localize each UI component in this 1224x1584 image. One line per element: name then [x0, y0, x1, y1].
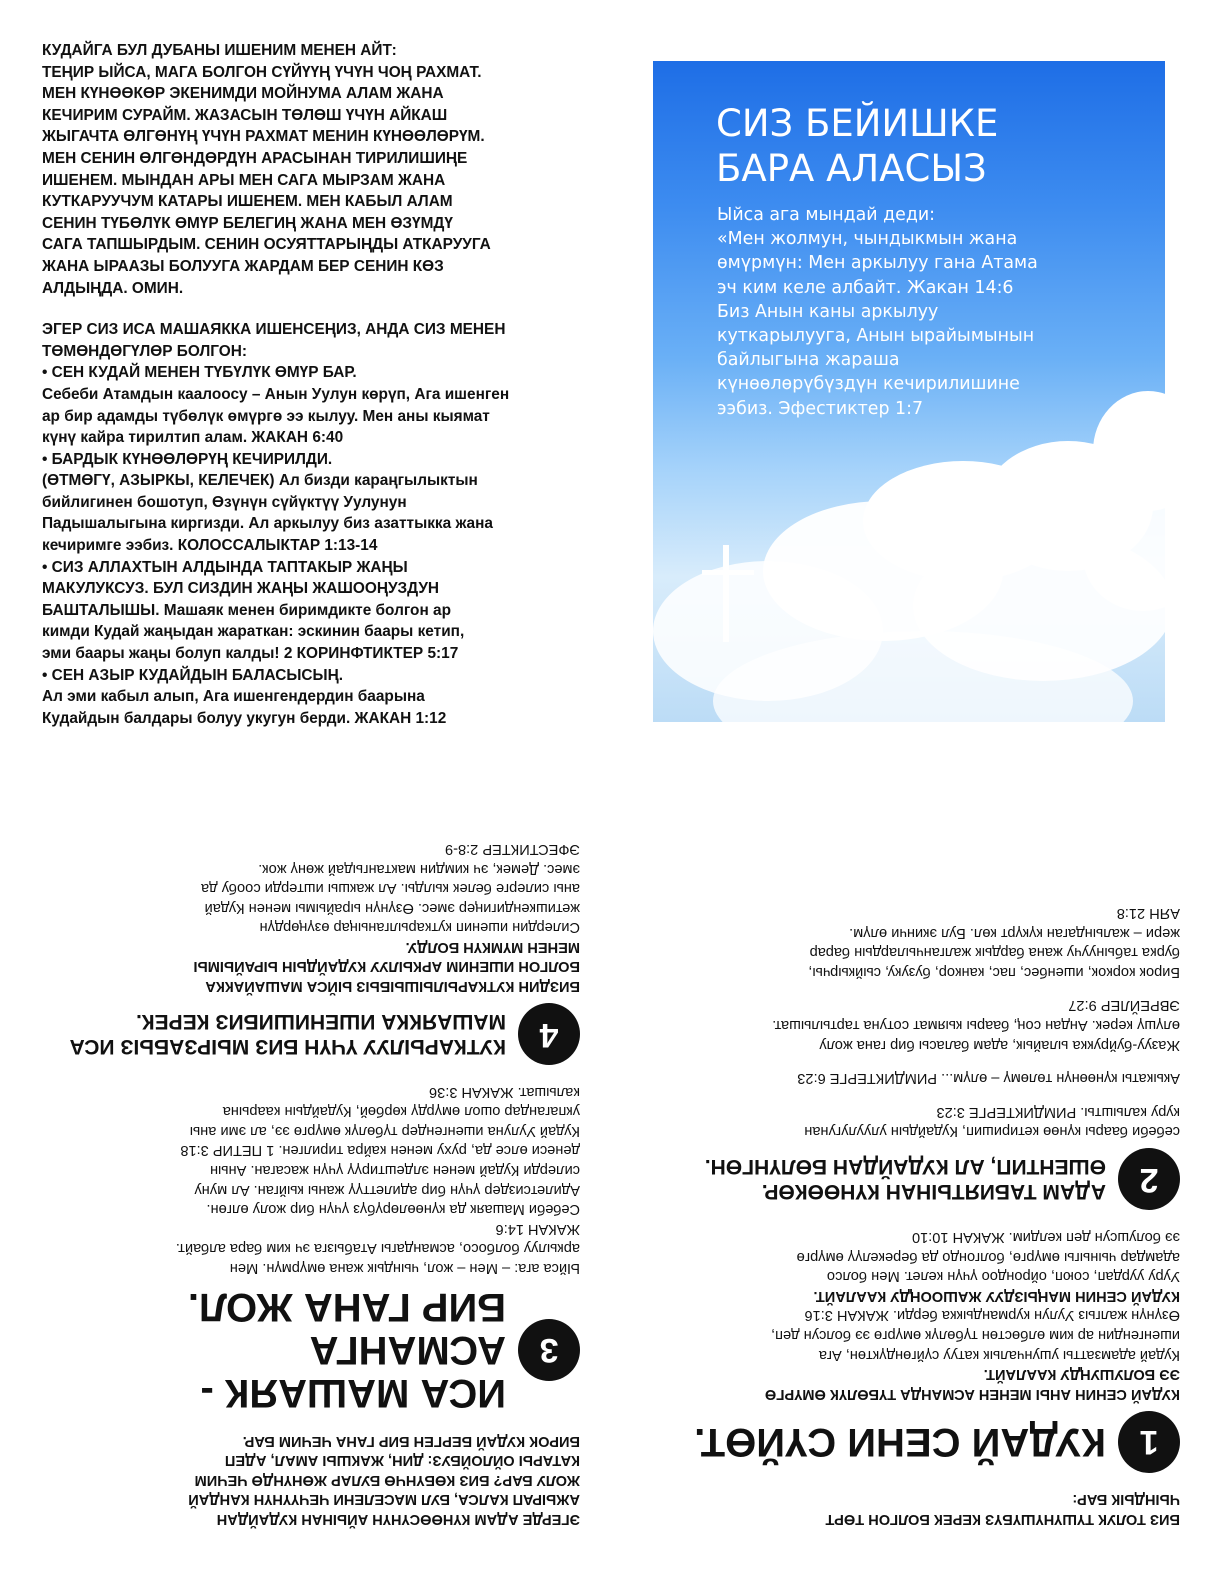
- prayer-line: АЛДЫҢДА. ОМИН.: [42, 279, 184, 297]
- body-line: БИЗДИН КУТКАРЫЛЫШЫБЫЗ ЫЙСА МАШАЙАККА: [205, 978, 580, 995]
- prayer-line: ИШЕНЕМ. МЫНДАН АРЫ МЕН САГА МЫРЗАМ ЖАНА: [42, 171, 446, 189]
- body-line: Силердин ишенип куткарылганыңар өзүңөрдүн: [259, 919, 580, 936]
- section-title: [705, 1154, 1106, 1204]
- body-line: силерди Кудай менен элдештирүү үчүн жасаган. Анын: [210, 1162, 580, 1179]
- promises-line: Падышалыгына киргизди. Ал аркылуу биз азаттыкка жана: [42, 515, 493, 533]
- body-line: Ууру уурдап, союп, ойрондоо үчүн келет. Мен болсо: [826, 1268, 1180, 1285]
- cover-verse-line: эч ким келе албайт. Жакан 14:6: [717, 277, 1014, 298]
- prayer-line: КУДАЙГА БУЛ ДУБАНЫ ИШЕНИМ МЕНЕН АЙТ:: [42, 42, 397, 59]
- section-number-badge: 1: [1118, 1411, 1180, 1473]
- body-line: куру калышты. РИМДИКТЕРГЕ 3:23: [936, 1103, 1180, 1120]
- prayer-line: МЕН КҮНӨӨКӨР ЭКЕНИМДИ МОЙНУМА АЛАМ ЖАНА: [42, 85, 444, 103]
- intro-line: ЧЫНДЫК БАР:: [1072, 1491, 1180, 1508]
- intro-line: ЖОЛУ БАР? БИЗ КӨБҮНЧӨ БУЛАР ЖӨНҮНДӨ ЧЕЧИМ: [194, 1471, 580, 1488]
- body-line: Бирок коркок, ишенбес, пас, канкор, бузуку, сыйкырчы,: [808, 963, 1180, 980]
- body-line: Кудай Уулуна ишенгендер түбөлүк өмүргө ээ, ал эми аны: [189, 1122, 580, 1139]
- section-1-header: [640, 1411, 1180, 1473]
- section-4-header: [40, 1003, 580, 1065]
- intro-line: КАТАРЫ ОЙЛОЙБУЗ: ДИН, ЖАКШЫ АМАЛ, АДЕП: [224, 1452, 580, 1469]
- body-line: Өзүнүн жалгыз Уулун курмандыкка берди. ЖАКАН 3:16: [804, 1307, 1180, 1324]
- prayer-line: МЕН СЕНИН ӨЛГӨНДӨРДҮН АРАСЫНАН ТИРИЛИШИҢЕ: [42, 149, 468, 167]
- prayer-line: КУТКАРУУЧУМ КАТАРЫ ИШЕНЕМ. МЕН КАБЫЛ АЛАМ: [42, 193, 453, 211]
- body-line: ЭВРЕЙЛЕР 9:27: [1068, 997, 1180, 1014]
- body-line: калышат. ЖАКАН 3:36: [429, 1083, 580, 1100]
- body-line: БОЛГОН ИШЕНИМ АРКЫЛУУ КУДАЙДЫН ЫРАЙЫМЫ: [193, 958, 580, 975]
- spacer: [640, 1054, 1180, 1068]
- prayer-panel: [42, 40, 582, 729]
- promises-line: күнү кайра тирилтип алам. ЖАКАН 6:40: [42, 429, 344, 447]
- section-number-badge: 3: [518, 1319, 580, 1381]
- section-title: [70, 1009, 506, 1059]
- section-title-line: АДАМ ТАБИЯТЫНАН КҮНӨӨКӨР.: [761, 1180, 1106, 1204]
- body-line: бурка табынуучу жана бардык жалганчылардын барар: [809, 944, 1180, 961]
- section-title-line: МАШАЯККА ИШЕНИШИБИЗ КЕРЕК.: [136, 1010, 506, 1034]
- cover-verse-line: күнөөлөрүбүздүн кечирилишине: [717, 374, 1020, 395]
- body-line: ишенгендин ар ким өлбөстөн түбөлүк өмүргө ээ болсун деп,: [771, 1327, 1180, 1344]
- cover-verse-line: «Мен жолмун, чындыкмын жана: [717, 229, 1018, 250]
- body-line: Адилетсиздер үчүн бир адилеттүү жаны кыйган. Ал муну: [194, 1181, 580, 1198]
- body-line: аны силерге белек кылды. Ал жакшы иштерди сообу да: [200, 880, 580, 897]
- intro-line: БИРОК КУДАЙ БЕРГЕН БИР ГАНА ЧЕЧИМ БАР.: [242, 1432, 580, 1449]
- promises-line: эми баары жаңы болуп калды! 2 КОРИНФТИКТЕР 5:17: [42, 645, 459, 663]
- body-line: МЕНЕН МҮМКҮН БОЛДУ.: [405, 938, 580, 955]
- section-number-badge: 2: [1118, 1148, 1180, 1210]
- cover-image: [653, 61, 1165, 722]
- promises-line: ТӨМӨНДӨГҮЛӨР БОЛГОН:: [42, 342, 247, 360]
- prayer-line: ЖЫГАЧТА ӨЛГӨНҮҢ ҮЧҮН РАХМАТ МЕНИН КҮНӨӨЛӨРҮМ.: [42, 128, 485, 146]
- cover-title: [716, 101, 1136, 191]
- body-line: ЖАКАН 14:6: [495, 1220, 580, 1237]
- promises-line: • БАРДЫК КҮНӨӨЛӨРҮҢ КЕЧИРИЛДИ.: [42, 450, 333, 468]
- promises-line: Ал эми кабыл алып, Ага ишенгендердин баарына: [42, 688, 425, 706]
- promises-line: (ӨТМӨГҮ, АЗЫРКЫ, КЕЛЕЧЕК) Ал бизди караңгылыктын: [42, 472, 478, 490]
- section-number-badge: 4: [518, 1003, 580, 1065]
- body-line: себеби баары күнөө кетиришип, Кудайдын улуулугунан: [804, 1123, 1180, 1140]
- promises-line: ар бир адамды түбөлүк өмүргө ээ кылуу. Мен аны кыямат: [42, 407, 490, 425]
- section-title: [40, 1285, 506, 1414]
- cover-verse-line: Ыйса ага мындай деди:: [717, 205, 936, 225]
- section-2-header: [640, 1148, 1180, 1210]
- body-line: АЯН 21:8: [1116, 905, 1180, 922]
- promises-line: кечиримге ээбиз. КОЛОССАЛЫКТАР 1:13-14: [42, 537, 378, 555]
- body-line: өлүшү керек. Андан соң, баары кыямат сотуна тартылышат.: [772, 1017, 1180, 1034]
- body-line: Себеби Машаяк да күнөөлөрүбүз үчүн бир жолу өлгөн.: [206, 1201, 580, 1218]
- body-line: жетишкендигиңер эмес. Өзүнүн ырайымы менен Кудай: [204, 899, 580, 916]
- body-line: адамдар чыныгы өмүргө, болгондо да берекелүү өмүргө: [796, 1248, 1180, 1265]
- promises-line: ЭГЕР СИЗ ИСА МАШАЯККА ИШЕНСЕҢИЗ, АНДА СИЗ МЕНЕН: [42, 321, 506, 339]
- prayer-line: ТЕҢИР ЫЙСА, МАГА БОЛГОН СҮЙҮҮҢ ҮЧҮН ЧОҢ РАХМАТ.: [42, 63, 482, 81]
- prayer-line: ЖАНА ЫРААЗЫ БОЛУУГА ЖАРДАМ БЕР СЕНИН КӨЗ: [42, 257, 444, 275]
- promises-line: МАКУЛУКСУЗ. БУЛ СИЗДИН ЖАҢЫ ЖАШООҢУЗДУН: [42, 580, 440, 598]
- body-line: денеси өлсе да, руху менен кайра тирилген. 1 ПЕТИР 3:18: [180, 1142, 580, 1159]
- intro-line: АЖЫРАП КАЛСА, БУЛ МАСЕЛЕНИ ЧЕЧҮҮНҮН КАНДАЙ: [188, 1491, 580, 1508]
- intro-line: ЭГЕРДЕ АДАМ КҮНӨӨСҮНҮН АЙЫНАН КУДАЙДАН: [216, 1511, 580, 1527]
- body-line: жери – жалындаган күкүрт көл. Бул экинчи өлүм.: [849, 924, 1180, 941]
- cover-verse-line: байлыгына жараша: [717, 350, 900, 371]
- body-line: эмес. Демек, эч кимдин мактангыдай жөнү жок.: [258, 860, 580, 877]
- cross-icon-bar: [702, 570, 754, 575]
- body-line: Жазуу-буйрукка ылайык, адам баласы бир гана жолу: [819, 1036, 1180, 1053]
- section-title-line: КУТКАРЫЛУУ ҮЧҮН БИЗ МЫРЗАБЫЗ ИСА: [69, 1035, 506, 1059]
- promises-line: Себеби Атамдын каалоосу – Анын Уулун көрүп, Ага ишенген: [42, 385, 510, 403]
- section-title-line: БИР ГАНА ЖОЛ.: [187, 1285, 506, 1330]
- body-line: аркылуу болбосо, асмандагы Атабызга эч ким бара албайт.: [175, 1240, 580, 1257]
- cover-verse-line: Биз Анын каны аркылуу: [717, 301, 939, 322]
- body-line: Акыкаты күнөөнүн төлөмү – өлүм... РИМДИКТЕРГЕ 6:23: [797, 1070, 1180, 1087]
- body-line: ээ болушсун деп келдим. ЖАКАН 10:10: [912, 1229, 1180, 1246]
- promises-line: БАШТАЛЫШЫ. Машаяк менен биримдикте болгон ар: [42, 601, 451, 619]
- body-line: ЭФЕСТИКТЕР 2:8-9: [445, 840, 580, 857]
- section-title: КУДАЙ СЕНИ СҮЙӨТ.: [694, 1420, 1106, 1465]
- body-line: Ыйса ага: – Мен – жол, чындык жана өмүрмүн. Мен: [229, 1260, 580, 1277]
- prayer-line: САГА ТАПШЫРДЫМ. СЕНИН ОСУЯТТАРЫҢДЫ АТКАРУУГА: [42, 236, 491, 254]
- cover-verse-line: өмүрмүн: Мен аркылуу гана Атама: [717, 253, 1038, 274]
- body-line: ЭЭ БОЛУШУҢДУ КААЛАЙТ.: [983, 1366, 1180, 1383]
- cross-icon: [723, 545, 729, 642]
- cover-title-line: БАРА АЛАСЫЗ: [716, 147, 987, 190]
- section-3-header: [40, 1285, 580, 1414]
- cover-verse-line: ээбиз. Эфестиктер 1:7: [717, 398, 924, 419]
- body-line: Кудай адамзатты ушунчалык катуу сүйгөндүктөн, Ага: [818, 1346, 1180, 1363]
- intro-line: БИЗ ТОЛУК ТҮШҮНҮШҮБҮЗ КЕРЕК БОЛГОН ТӨРТ: [825, 1511, 1180, 1527]
- promises-line: бийлигинен бошотуп, Өзүнүн сүйүктүү Уулунун: [42, 493, 407, 511]
- promises-line: Кудайдын балдары болуу укугун берди. ЖАКАН 1:12: [42, 709, 447, 727]
- promises-line: • СЕН КУДАЙ МЕНЕН ТҮБҮЛҮК ӨМҮР БАР.: [42, 364, 357, 382]
- body-line: КУДАЙ СЕНИН АНЫ МЕНЕН АСМАНДА ТҮБӨЛҮК ӨМҮРГӨ: [764, 1385, 1180, 1402]
- section-title-line: ИСА МАШАЯК - АСМАНГА: [200, 1328, 506, 1416]
- spacer: [640, 1087, 1180, 1101]
- spacer: [640, 981, 1180, 995]
- section-title-line: ӨШЕНТИП, АЛ КУДАЙДАН БӨЛҮНГӨН.: [704, 1155, 1106, 1179]
- body-line: укпагандар ошол өмүрдү көрбөй, Кудайдын каарына: [222, 1103, 580, 1120]
- panel-solution: [40, 838, 580, 1528]
- prayer-line: СЕНИН ТҮБӨЛҮК ӨМҮР БЕЛЕГИҢ ЖАНА МЕН ӨЗҮМДҮ: [42, 214, 453, 232]
- body-line: КУДАЙ СЕНИН МАҢЫЗДУУ ЖАШООҢДУ КААЛАЙТ.: [813, 1287, 1180, 1304]
- panel-truths: [640, 838, 1180, 1528]
- promises-line: кимди Кудай жаңыдан жараткан: эскинин баары кетип,: [42, 623, 465, 641]
- promises-line: • СЕН АЗЫР КУДАЙДЫН БАЛАСЫСЫҢ.: [42, 666, 343, 684]
- prayer-line: КЕЧИРИМ СУРАЙМ. ЖАЗАСЫН ТӨЛӨШ ҮЧҮН АЙКАШ: [42, 106, 448, 124]
- cover-verse: [717, 203, 1137, 421]
- cover-title-line: СИЗ БЕЙИШКЕ: [716, 102, 999, 145]
- spacer: [42, 299, 582, 319]
- promises-line: • СИЗ АЛЛАХТЫН АЛДЫНДА ТАПТАКЫР ЖАҢЫ: [42, 558, 408, 576]
- cover-verse-line: куткарылууга, Анын ырайымынын: [717, 326, 1035, 347]
